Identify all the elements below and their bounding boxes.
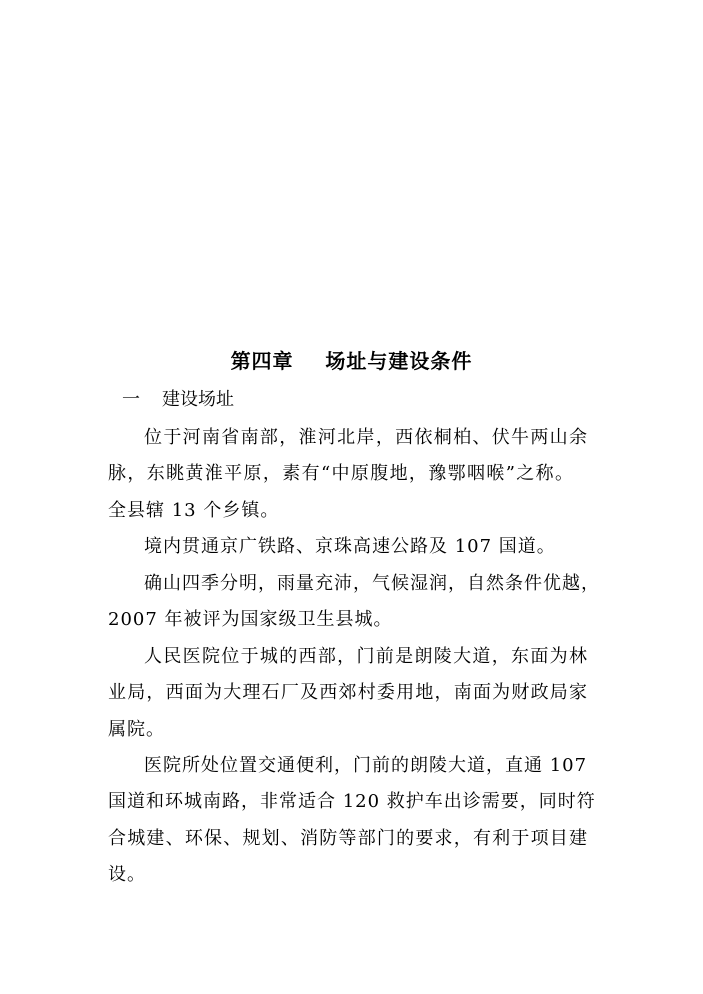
paragraph-line: 人民医院位于城的西部，门前是朗陵大道，东面为林: [144, 646, 588, 667]
section-number: 一: [122, 389, 140, 410]
paragraph-access: [108, 748, 596, 894]
section-heading: [122, 386, 234, 414]
paragraph-line: 国道和环城南路，非常适合 120 救护车出诊需要，同时符: [108, 791, 596, 813]
paragraph-climate: [108, 566, 600, 639]
paragraph-line: 属院。: [108, 718, 165, 740]
paragraph-line: 设。: [108, 864, 146, 886]
paragraph-transport: [108, 529, 588, 565]
paragraph-location: [108, 420, 588, 529]
chapter-title: 第四章 场址与建设条件: [230, 349, 473, 373]
paragraph-line: 境内贯通京广铁路、京珠高速公路及 107 国道。: [144, 536, 556, 557]
paragraph-line: 合城建、环保、规划、消防等部门的要求，有利于项目建: [108, 827, 588, 849]
paragraph-line: 医院所处位置交通便利，门前的朗陵大道，直通 107: [144, 755, 588, 776]
paragraph-line: 确山四季分明，雨量充沛，气候湿润，自然条件优越，: [144, 573, 600, 594]
paragraph-line: 全县辖 13 个乡镇。: [108, 499, 280, 521]
paragraph-line: 业局，西面为大理石厂及西郊村委用地，南面为财政局家: [108, 682, 588, 704]
section-title: 建设场址: [162, 389, 234, 410]
paragraph-line: 位于河南省南部，淮河北岸，西依桐柏、伏牛两山余: [144, 427, 588, 448]
paragraph-line: 脉，东眺黄淮平原，素有“中原腹地，豫鄂咽喉”之称。: [108, 463, 574, 485]
paragraph-line: 2007 年被评为国家级卫生县城。: [108, 609, 393, 631]
paragraph-hospital-site: [108, 639, 588, 748]
